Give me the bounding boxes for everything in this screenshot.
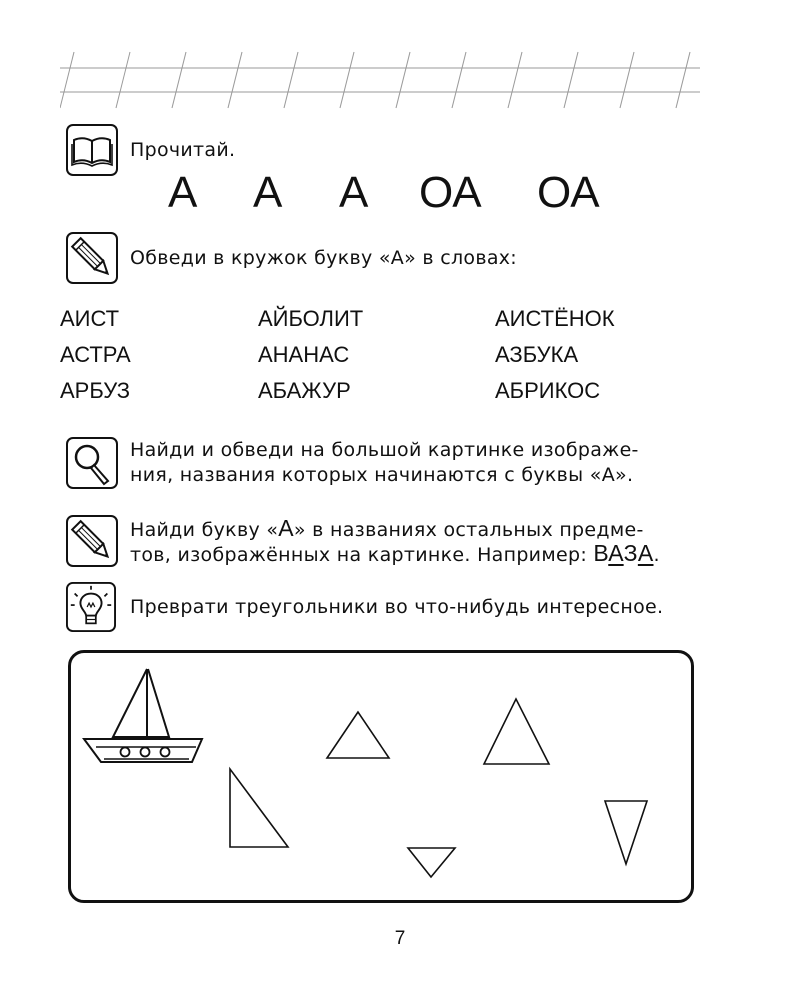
- word-aibolit: АЙБОЛИТ: [258, 306, 364, 331]
- example-word-vaza: [593, 540, 653, 566]
- letter-a-1: А: [168, 168, 198, 217]
- word-aistyonok: АИСТЁНОК: [495, 306, 615, 331]
- syllable-oa-2: ОА: [537, 168, 600, 217]
- pencil-icon: [66, 515, 118, 567]
- triangle-small-up: [327, 712, 389, 758]
- read-instruction: Прочитай.: [130, 139, 236, 161]
- triangle-tall-up: [484, 699, 549, 764]
- find-line-1: Найди и обведи на большой картинке изображе-: [130, 439, 639, 461]
- find-line-2: ния, названия которых начинаются с буквы «А».: [130, 464, 634, 486]
- letter-a-2: А: [253, 168, 283, 217]
- triangle-right: [230, 769, 288, 847]
- word-aist: АИСТ: [60, 306, 120, 331]
- lightbulb-icon: [66, 582, 116, 632]
- letter-line-1-b: » в названиях остальных предме-: [293, 519, 644, 541]
- example-letter-1: В: [593, 540, 609, 566]
- word-abazhur: АБАЖУР: [258, 378, 351, 403]
- handwriting-ruler: [60, 50, 700, 110]
- triangle-tall-down: [605, 801, 647, 864]
- syllable-oa-1: ОА: [419, 168, 482, 217]
- letter-line-1-a: Найди букву «: [130, 519, 279, 541]
- triangle-small-down: [408, 848, 455, 877]
- word-abrikos: АБРИКОС: [495, 378, 601, 403]
- pencil-icon: [66, 232, 118, 284]
- letter-line-1-letter: А: [278, 515, 294, 541]
- word-ananas: АНАНАС: [258, 342, 350, 367]
- word-azbuka: АЗБУКА: [495, 342, 579, 367]
- letter-a-3: А: [339, 168, 369, 217]
- word-arbuz: АРБУЗ: [60, 378, 131, 403]
- circle-instruction: Обведи в кружок букву «А» в словах:: [130, 247, 518, 269]
- example-letter-4: А: [637, 540, 654, 566]
- letter-line-1: [130, 516, 695, 543]
- letter-line-2-text: тов, изображённых на картинке. Например:: [130, 544, 594, 566]
- triangles-drawing: [68, 650, 694, 903]
- word-astra: АСТРА: [60, 342, 131, 367]
- example-letter-2: А: [608, 540, 624, 566]
- draw-instruction: Преврати треугольники во что-нибудь интересное.: [130, 596, 664, 618]
- sailboat-example: [84, 669, 202, 762]
- magnifier-icon: [66, 437, 118, 489]
- page-number: 7: [394, 928, 406, 949]
- example-letter-3: З: [623, 540, 638, 566]
- open-book-icon: [66, 124, 118, 176]
- letter-line-2: тов, изображённых на картинке. Например: ВАЗА.: [130, 540, 660, 566]
